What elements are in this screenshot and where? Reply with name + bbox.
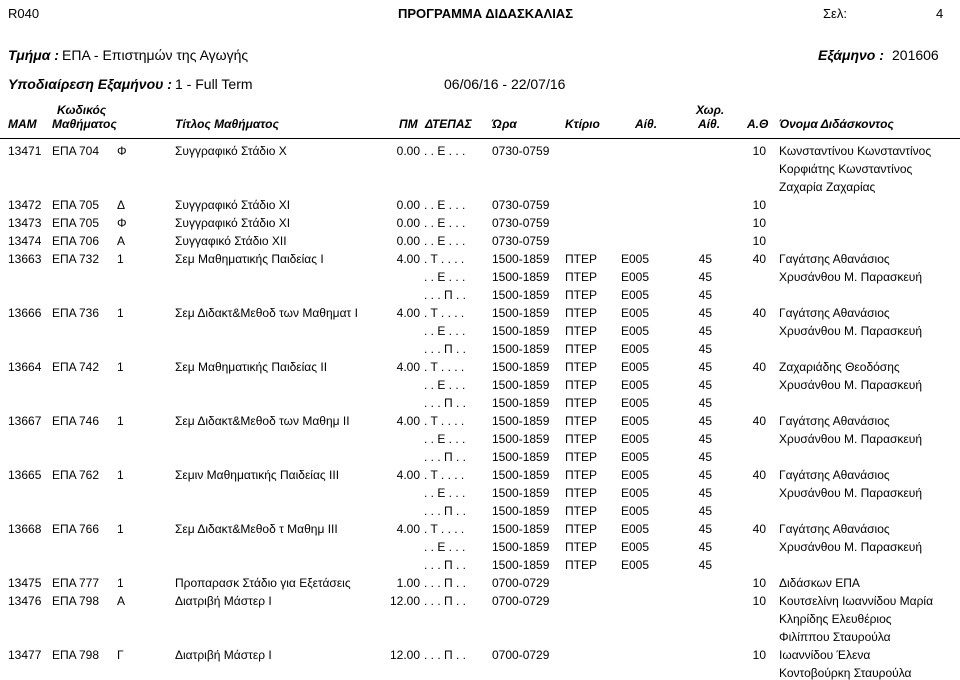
cell-cap: 45 [698, 468, 712, 482]
cell-bldg: ΠΤΕΡ [565, 414, 598, 428]
col-capacity-top: Χωρ. [696, 103, 725, 117]
cell-mam: 13477 [8, 648, 42, 662]
cell-days: . . . Π . . [424, 576, 467, 590]
cell-cap: 45 [698, 432, 712, 446]
cell-cap: 45 [698, 324, 712, 338]
cell-time: 1500-1859 [492, 558, 550, 572]
cell-instr: Χρυσάνθου Μ. Παρασκευή [779, 378, 923, 392]
cell-room: Ε005 [621, 378, 650, 392]
cell-num: 798 [79, 594, 100, 608]
cell-ath: 10 [752, 198, 766, 212]
cell-sec: 1 [117, 360, 124, 374]
cell-cap: 45 [698, 252, 712, 266]
cell-num: 762 [79, 468, 100, 482]
cell-sec: Φ [117, 144, 127, 158]
cell-days: . . Ε . . . [424, 324, 466, 338]
department-label: Τμήμα : [8, 47, 59, 63]
cell-bldg: ΠΤΕΡ [565, 486, 598, 500]
cell-cap: 45 [698, 558, 712, 572]
cell-mam: 13474 [8, 234, 42, 248]
cell-title: Συγγραφικό Στάδιο ΧΙ [175, 198, 291, 212]
col-pm: ΠΜ [399, 117, 418, 131]
cell-dept: ΕΠΑ [52, 216, 77, 230]
cell-days: . . Ε . . . [424, 540, 466, 554]
cell-time: 0700-0729 [492, 594, 550, 608]
cell-days: . . Ε . . . [424, 216, 466, 230]
cell-ath: 40 [752, 252, 766, 266]
cell-instr: Διδάσκων ΕΠΑ [779, 576, 860, 590]
cell-room: Ε005 [621, 288, 650, 302]
page-number: 4 [936, 6, 944, 21]
cell-sec: Α [117, 594, 126, 608]
cell-cap: 45 [698, 414, 712, 428]
col-time: Ώρα [492, 117, 517, 131]
cell-ath: 10 [752, 648, 766, 662]
cell-room: Ε005 [621, 432, 650, 446]
cell-room: Ε005 [621, 342, 650, 356]
cell-mam: 13664 [8, 360, 42, 374]
cell-title: Σεμ Διδακτ&Μεθοδ των Μαθηματ Ι [175, 306, 358, 320]
cell-bldg: ΠΤΕΡ [565, 450, 598, 464]
cell-bldg: ΠΤΕΡ [565, 540, 598, 554]
cell-dept: ΕΠΑ [52, 648, 77, 662]
cell-title: Διατριβή Μάστερ Ι [175, 648, 272, 662]
cell-bldg: ΠΤΕΡ [565, 468, 598, 482]
cell-pm: 4.00 [396, 522, 420, 536]
col-mam: ΜΑΜ [8, 117, 37, 131]
cell-dept: ΕΠΑ [52, 198, 77, 212]
cell-bldg: ΠΤΕΡ [565, 252, 598, 266]
cell-sec: 1 [117, 252, 124, 266]
cell-cap: 45 [698, 540, 712, 554]
cell-sec: Δ [117, 198, 126, 212]
cell-title: Σεμιν Μαθηματικής Παιδείας ΙΙΙ [175, 468, 340, 482]
cell-cap: 45 [698, 288, 712, 302]
cell-bldg: ΠΤΕΡ [565, 288, 598, 302]
cell-cap: 45 [698, 342, 712, 356]
cell-dept: ΕΠΑ [52, 468, 77, 482]
cell-days: . Τ . . . . [424, 468, 465, 482]
cell-room: Ε005 [621, 396, 650, 410]
cell-time: 1500-1859 [492, 450, 550, 464]
cell-days: . Τ . . . . [424, 360, 465, 374]
cell-time: 1500-1859 [492, 486, 550, 500]
cell-pm: 0.00 [396, 198, 420, 212]
cell-cap: 45 [698, 522, 712, 536]
cell-days: . . . Π . . [424, 288, 467, 302]
cell-time: 0700-0729 [492, 576, 550, 590]
cell-room: Ε005 [621, 558, 650, 572]
cell-pm: 1.00 [396, 576, 420, 590]
cell-time: 1500-1859 [492, 342, 550, 356]
cell-ath: 10 [752, 144, 766, 158]
cell-bldg: ΠΤΕΡ [565, 522, 598, 536]
cell-time: 1500-1859 [492, 252, 550, 266]
cell-cap: 45 [698, 378, 712, 392]
cell-instr: Γαγάτσης Αθανάσιος [779, 306, 890, 320]
cell-cap: 45 [698, 450, 712, 464]
cell-sec: 1 [117, 414, 124, 428]
col-course-code-top: Κωδικός [57, 103, 107, 117]
cell-title: Συγγραφικό Στάδιο Χ [175, 144, 287, 158]
cell-room: Ε005 [621, 486, 650, 500]
cell-time: 1500-1859 [492, 414, 550, 428]
cell-num: 798 [79, 648, 100, 662]
cell-room: Ε005 [621, 324, 650, 338]
cell-sec: 1 [117, 306, 124, 320]
cell-dept: ΕΠΑ [52, 576, 77, 590]
cell-num: 706 [79, 234, 100, 248]
cell-days: . Τ . . . . [424, 306, 465, 320]
cell-mam: 13663 [8, 252, 42, 266]
cell-num: 732 [79, 252, 100, 266]
cell-mam: 13476 [8, 594, 42, 608]
cell-bldg: ΠΤΕΡ [565, 558, 598, 572]
cell-ath: 10 [752, 216, 766, 230]
cell-ath: 10 [752, 234, 766, 248]
cell-days: . . Ε . . . [424, 234, 466, 248]
cell-instr: Γαγάτσης Αθανάσιος [779, 252, 890, 266]
cell-time: 1500-1859 [492, 378, 550, 392]
cell-days: . . . Π . . [424, 504, 467, 518]
cell-time: 1500-1859 [492, 504, 550, 518]
cell-room: Ε005 [621, 252, 650, 266]
cell-days: . . Ε . . . [424, 432, 466, 446]
cell-time: 1500-1859 [492, 396, 550, 410]
cell-cap: 45 [698, 306, 712, 320]
cell-mam: 13475 [8, 576, 42, 590]
cell-ath: 40 [752, 360, 766, 374]
cell-cap: 45 [698, 504, 712, 518]
cell-instr: Χρυσάνθου Μ. Παρασκευή [779, 270, 923, 284]
cell-cap: 45 [698, 270, 712, 284]
cell-pm: 0.00 [396, 144, 420, 158]
cell-time: 0730-0759 [492, 198, 550, 212]
cell-sec: Α [117, 234, 126, 248]
cell-bldg: ΠΤΕΡ [565, 378, 598, 392]
cell-pm: 4.00 [396, 468, 420, 482]
cell-room: Ε005 [621, 360, 650, 374]
cell-time: 1500-1859 [492, 522, 550, 536]
cell-room: Ε005 [621, 504, 650, 518]
cell-room: Ε005 [621, 468, 650, 482]
cell-pm: 4.00 [396, 360, 420, 374]
cell-title: Σεμ Μαθηματικής Παιδείας Ι [175, 252, 324, 266]
cell-bldg: ΠΤΕΡ [565, 432, 598, 446]
cell-days: . . Ε . . . [424, 144, 466, 158]
cell-num: 705 [79, 216, 100, 230]
cell-title: Συγγαφικό Στάδιο ΧΙΙ [175, 234, 287, 248]
cell-instr: Χρυσάνθου Μ. Παρασκευή [779, 432, 923, 446]
cell-mam: 13666 [8, 306, 42, 320]
cell-time: 0730-0759 [492, 144, 550, 158]
col-building: Κτίριο [565, 117, 600, 131]
cell-room: Ε005 [621, 450, 650, 464]
cell-instr: Κουτσελίνη Ιωαννίδου Μαρία [779, 594, 934, 608]
cell-sec: 1 [117, 576, 124, 590]
cell-days: . . . Π . . [424, 648, 467, 662]
cell-pm: 4.00 [396, 414, 420, 428]
cell-days: . . . Π . . [424, 396, 467, 410]
cell-bldg: ΠΤΕΡ [565, 396, 598, 410]
cell-time: 1500-1859 [492, 306, 550, 320]
cell-bldg: ΠΤΕΡ [565, 324, 598, 338]
cell-dept: ΕΠΑ [52, 144, 77, 158]
cell-pm: 12.00 [389, 594, 420, 608]
cell-title: Συγγραφικό Στάδιο ΧΙ [175, 216, 291, 230]
col-ath: Α.Θ [747, 117, 769, 131]
cell-room: Ε005 [621, 540, 650, 554]
subdivision-value: 1 - Full Term [175, 76, 253, 92]
cell-sec: 1 [117, 468, 124, 482]
cell-days: . . . Π . . [424, 342, 467, 356]
cell-time: 1500-1859 [492, 468, 550, 482]
cell-instr: Χρυσάνθου Μ. Παρασκευή [779, 486, 923, 500]
cell-instr: Κορφιάτης Κωνσταντίνος [779, 162, 913, 176]
cell-bldg: ΠΤΕΡ [565, 360, 598, 374]
cell-pm: 0.00 [396, 234, 420, 248]
cell-title: Προπαρασκ Στάδιο για Εξετάσεις [175, 576, 351, 590]
cell-bldg: ΠΤΕΡ [565, 504, 598, 518]
cell-instr: Χρυσάνθου Μ. Παρασκευή [779, 540, 923, 554]
cell-title: Σεμ Διδακτ&Μεθοδ τ Μαθημ ΙΙΙ [175, 522, 338, 536]
cell-time: 1500-1859 [492, 432, 550, 446]
cell-title: Διατριβή Μάστερ Ι [175, 594, 272, 608]
cell-sec: 1 [117, 522, 124, 536]
cell-title: Σεμ Μαθηματικής Παιδείας ΙΙ [175, 360, 328, 374]
cell-time: 0730-0759 [492, 216, 550, 230]
cell-days: . . Ε . . . [424, 198, 466, 212]
cell-time: 1500-1859 [492, 540, 550, 554]
col-title: Τίτλος Μαθήματος [175, 117, 279, 131]
date-range: 06/06/16 - 22/07/16 [444, 76, 566, 92]
cell-instr: Κωνσταντίνου Κωνσταντίνος [779, 144, 932, 158]
cell-days: . . Ε . . . [424, 270, 466, 284]
cell-dept: ΕΠΑ [52, 360, 77, 374]
cell-num: 746 [79, 414, 100, 428]
cell-dept: ΕΠΑ [52, 522, 77, 536]
cell-num: 742 [79, 360, 100, 374]
cell-cap: 45 [698, 486, 712, 500]
col-capacity-bottom: Αίθ. [698, 117, 721, 131]
cell-dept: ΕΠΑ [52, 414, 77, 428]
report-title: ΠΡΟΓΡΑΜΜΑ ΔΙΔΑΣΚΑΛΙΑΣ [398, 6, 573, 21]
semester-value: 201606 [892, 47, 939, 63]
cell-cap: 45 [698, 396, 712, 410]
cell-days: . . . Π . . [424, 594, 467, 608]
cell-dept: ΕΠΑ [52, 594, 77, 608]
cell-title: Σεμ Διδακτ&Μεθοδ των Μαθημ ΙΙ [175, 414, 350, 428]
cell-pm: 0.00 [396, 216, 420, 230]
cell-ath: 10 [752, 576, 766, 590]
cell-mam: 13473 [8, 216, 42, 230]
cell-time: 0730-0759 [492, 234, 550, 248]
semester-label: Εξάμηνο : [818, 47, 884, 63]
cell-days: . Τ . . . . [424, 522, 465, 536]
cell-room: Ε005 [621, 270, 650, 284]
cell-time: 1500-1859 [492, 324, 550, 338]
cell-instr: Κληρίδης Ελευθέριος [779, 612, 892, 626]
cell-instr: Γαγάτσης Αθανάσιος [779, 414, 890, 428]
cell-time: 0700-0729 [492, 648, 550, 662]
cell-room: Ε005 [621, 522, 650, 536]
cell-days: . . Ε . . . [424, 486, 466, 500]
cell-room: Ε005 [621, 414, 650, 428]
cell-bldg: ΠΤΕΡ [565, 342, 598, 356]
col-room: Αίθ. [635, 117, 658, 131]
cell-bldg: ΠΤΕΡ [565, 306, 598, 320]
page-label: Σελ: [823, 6, 847, 21]
cell-instr: Ζαχαριάδης Θεοδόσης [779, 360, 900, 374]
cell-instr: Χρυσάνθου Μ. Παρασκευή [779, 324, 923, 338]
cell-instr: Φιλίππου Σταυρούλα [779, 630, 891, 644]
cell-ath: 40 [752, 522, 766, 536]
cell-days: . . Ε . . . [424, 378, 466, 392]
cell-sec: Φ [117, 216, 127, 230]
cell-days: . Τ . . . . [424, 414, 465, 428]
cell-mam: 13668 [8, 522, 42, 536]
cell-num: 736 [79, 306, 100, 320]
cell-instr: Ζαχαρία Ζαχαρίας [779, 180, 876, 194]
report-code: R040 [8, 6, 40, 21]
cell-instr: Γαγάτσης Αθανάσιος [779, 522, 890, 536]
cell-mam: 13667 [8, 414, 42, 428]
cell-room: Ε005 [621, 306, 650, 320]
cell-instr: Γαγάτσης Αθανάσιος [779, 468, 890, 482]
col-course-code-bottom: Μαθήματος [52, 117, 117, 131]
cell-ath: 40 [752, 468, 766, 482]
col-instructor: Όνομα Διδάσκοντος [779, 117, 894, 131]
cell-num: 777 [79, 576, 100, 590]
cell-sec: Γ [117, 648, 124, 662]
cell-mam: 13471 [8, 144, 42, 158]
cell-mam: 13665 [8, 468, 42, 482]
cell-instr: Κοντοβούρκη Σταυρούλα [779, 666, 912, 680]
cell-time: 1500-1859 [492, 360, 550, 374]
cell-num: 766 [79, 522, 100, 536]
cell-dept: ΕΠΑ [52, 234, 77, 248]
cell-pm: 4.00 [396, 252, 420, 266]
cell-num: 704 [79, 144, 100, 158]
cell-cap: 45 [698, 360, 712, 374]
cell-ath: 40 [752, 414, 766, 428]
department-value: ΕΠΑ - Επιστημών της Αγωγής [62, 47, 249, 63]
cell-dept: ΕΠΑ [52, 252, 77, 266]
cell-mam: 13472 [8, 198, 42, 212]
cell-ath: 10 [752, 594, 766, 608]
cell-bldg: ΠΤΕΡ [565, 270, 598, 284]
col-days: ΔΤΕΠΑΣ [425, 117, 472, 131]
cell-time: 1500-1859 [492, 288, 550, 302]
cell-instr: Ιωαννίδου Έλενα [779, 648, 871, 662]
cell-pm: 12.00 [389, 648, 420, 662]
cell-dept: ΕΠΑ [52, 306, 77, 320]
cell-num: 705 [79, 198, 100, 212]
cell-time: 1500-1859 [492, 270, 550, 284]
cell-days: . . . Π . . [424, 450, 467, 464]
header-rule [0, 138, 960, 139]
cell-days: . . . Π . . [424, 558, 467, 572]
cell-ath: 40 [752, 306, 766, 320]
cell-pm: 4.00 [396, 306, 420, 320]
cell-days: . Τ . . . . [424, 252, 465, 266]
subdivision-label: Υποδιαίρεση Εξαμήνου : [8, 76, 172, 92]
